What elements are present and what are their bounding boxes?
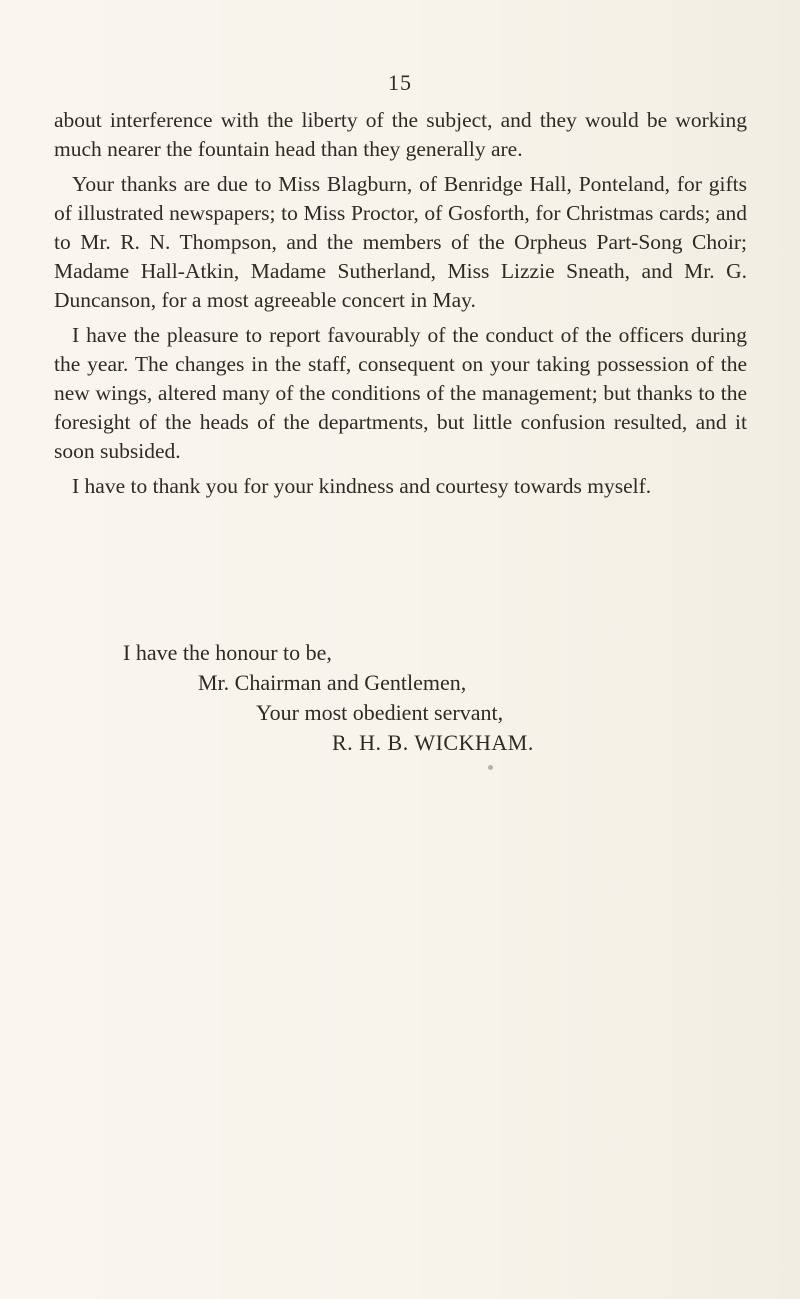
paragraph-thanks: Your thanks are due to Miss Blagburn, of Benridge Hall, Ponteland, for gifts of illustrated newspapers; to Miss Proctor, of Gosforth, for Christmas cards; and to Mr. R. N. Thompson, and the members of the Orpheus Part-Song Choir; Madame Hall-Atkin, Madame Sutherland, Miss Lizzie Sneath, and Mr. G. Duncanson, for a most agreeable concert in May. [54,172,747,312]
paragraph-continuation: about interference with the liberty of the subject, and they would be working much nearer the fountain head than they generally are. [54,108,747,161]
closing-line-honour: I have the honour to be, [123,640,332,665]
closing-line-salutation: Mr. Chairman and Gentlemen, [198,670,467,695]
body-text [54,106,747,507]
paragraph-officers-report: I have the pleasure to report favourably of the conduct of the officers during the year. The changes in the staff, consequent on your taking possession of the new wings, altered many of the conditions of the management; but thanks to the foresight of the heads of the departments, but little confusion resulted, and it soon subsided. [54,323,747,463]
page-number: 15 [388,70,412,95]
paragraph-courtesy: I have to thank you for your kindness and courtesy towards myself. [72,474,652,498]
closing-line-servant: Your most obedient servant, [256,700,504,725]
signature: R. H. B. WICKHAM. [332,730,534,755]
paper-speck [488,765,493,770]
